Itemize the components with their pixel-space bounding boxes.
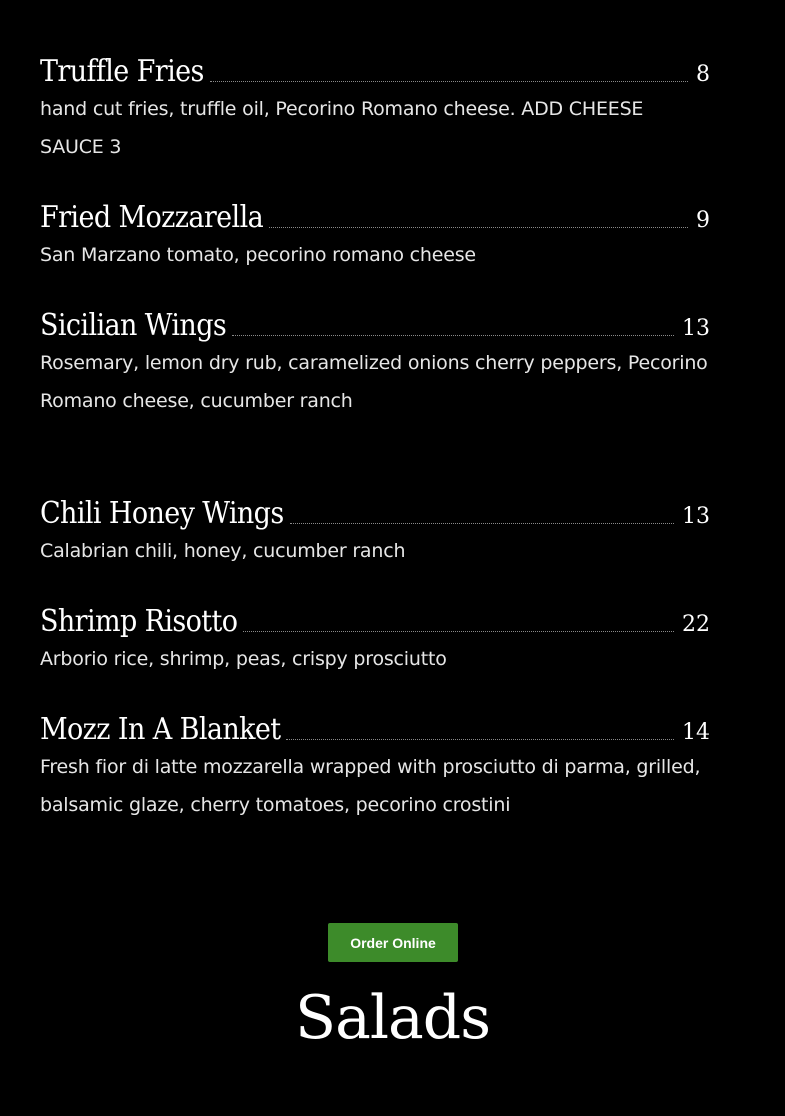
menu-item-price: 22 [682,612,710,637]
menu-item-header [40,704,710,748]
menu-item-name: Shrimp Risotto [40,604,238,639]
menu-item-price: 13 [682,504,710,529]
menu-item-header [40,300,710,344]
menu-item-header [40,488,710,532]
menu-item-price: 8 [696,62,710,87]
menu-item-name: Sicilian Wings [40,308,227,343]
menu-item-name: Truffle Fries [40,54,204,89]
order-online-button[interactable]: Order Online [328,923,458,962]
dotted-leader [286,738,674,740]
menu-item-price: 14 [682,720,710,745]
menu-item-sicilian-wings [40,300,710,420]
menu-item-fried-mozzarella [40,192,710,274]
menu-item-name: Chili Honey Wings [40,496,284,531]
menu-item-price: 9 [696,208,710,233]
dotted-leader [290,522,674,524]
menu-item-shrimp-risotto [40,596,710,678]
dotted-leader [210,80,688,82]
dotted-leader [243,630,674,632]
menu-item-description: Calabrian chili, honey, cucumber ranch [40,540,406,562]
menu-item-mozz-in-a-blanket [40,704,710,824]
menu-item-header [40,46,710,90]
menu-item-description: Rosemary, lemon dry rub, caramelized onions cherry peppers, Pecorino Romano cheese, cucumber ranch [40,352,708,412]
menu-item-name: Mozz In A Blanket [40,712,281,747]
menu-item-header [40,192,710,236]
menu-item-description: hand cut fries, truffle oil, Pecorino Romano cheese. ADD CHEESE SAUCE 3 [40,98,644,158]
menu-item-name: Fried Mozzarella [40,200,264,235]
menu-item-chili-honey-wings [40,488,710,570]
menu-item-price: 13 [682,316,710,341]
menu-item-description: San Marzano tomato, pecorino romano cheese [40,244,476,266]
dotted-leader [269,226,688,228]
dotted-leader [232,334,674,336]
menu-item-description: Arborio rice, shrimp, peas, crispy prosciutto [40,648,447,670]
menu-item-header [40,596,710,640]
menu-item-description: Fresh fior di latte mozzarella wrapped with prosciutto di parma, grilled, balsamic glaze, cherry tomatoes, pecorino crostini [40,756,701,816]
section-title-salads: Salads [294,983,491,1053]
menu-item-truffle-fries [40,46,710,166]
